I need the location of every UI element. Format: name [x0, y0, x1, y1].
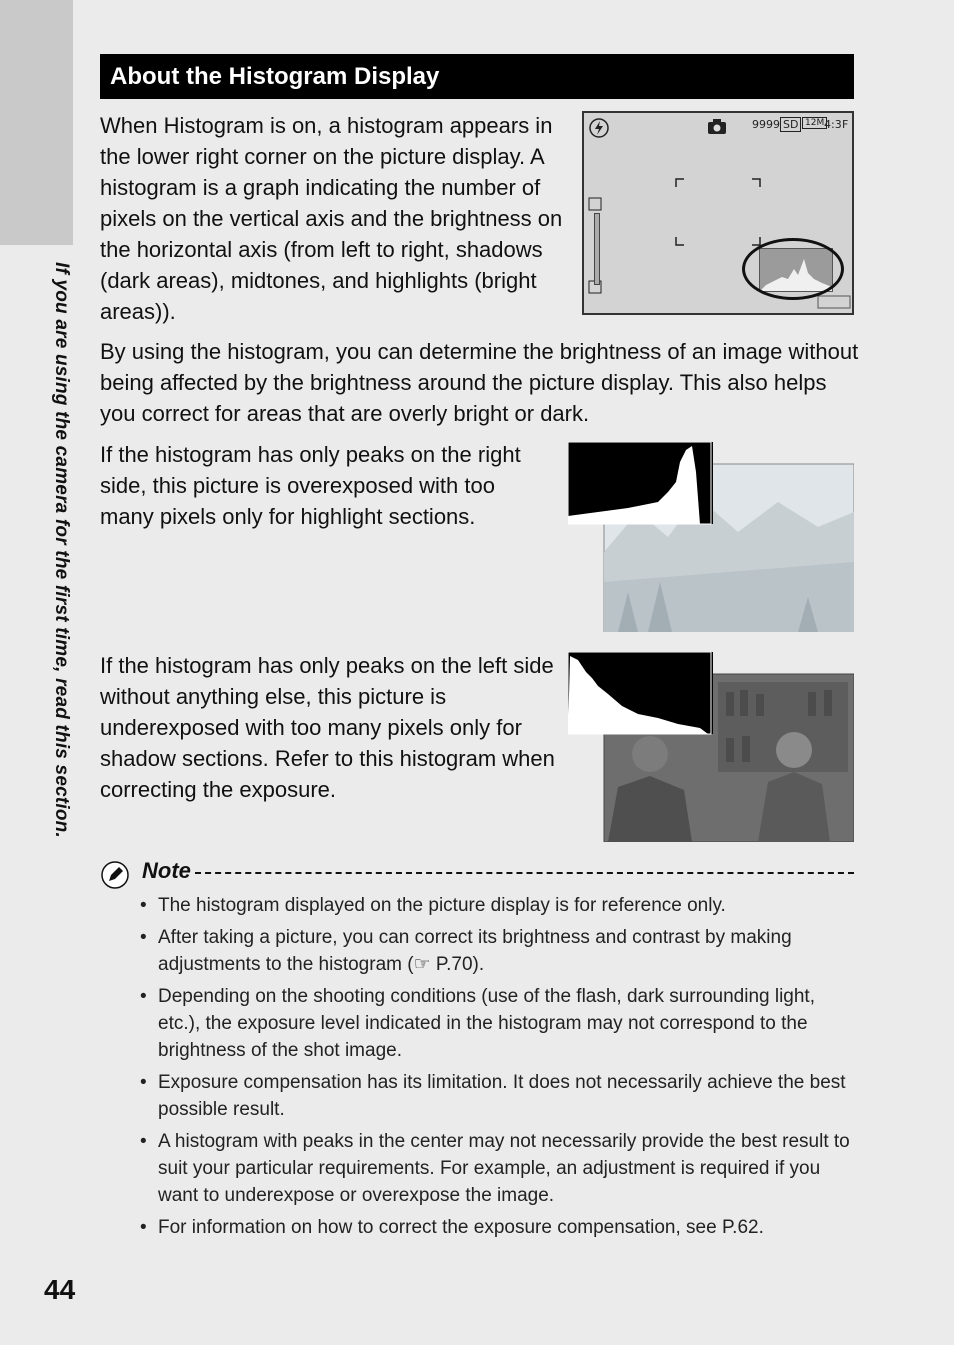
note-item: • The histogram displayed on the picture display is for reference only.	[140, 892, 858, 919]
underexposed-example	[568, 652, 854, 842]
note-item: • Depending on the shooting conditions (use of the flash, dark surrounding light, etc.), the exposure level indicated in the histogram may not correspond to the brightness of the shot image.	[140, 983, 858, 1064]
quality-label: F	[842, 118, 849, 131]
image-size-badge: 12M	[802, 117, 827, 129]
histogram-highlight-circle	[742, 238, 844, 300]
note-title: Note	[142, 858, 191, 883]
overexposed-paragraph: If the histogram has only peaks on the right side, this picture is overexposed with too many pixels only for highlight sections.	[100, 442, 521, 529]
overexposed-landscape-image	[568, 442, 854, 632]
note-item: • Exposure compensation has its limitation. It does not necessarily achieve the best possible result.	[140, 1069, 858, 1123]
underexposed-bar-scene-image	[568, 652, 854, 842]
section-side-tab	[0, 0, 73, 245]
sidebar-caption: If you are using the camera for the first time, read this section.	[51, 262, 72, 838]
section-title: About the Histogram Display	[100, 54, 854, 99]
usage-paragraph: By using the histogram, you can determine the brightness of an image without being affected by the brightness around the picture display. This also helps you correct for areas that are overly bright or dark.	[100, 339, 859, 426]
note-divider	[195, 872, 854, 874]
aspect-ratio-label: 4:3	[824, 118, 842, 131]
note-item: • After taking a picture, you can correct its brightness and contrast by making adjustments to the histogram (☞ P.70).	[140, 924, 858, 978]
note-item: • For information on how to correct the exposure compensation, see P.62.	[140, 1214, 858, 1241]
note-pencil-icon	[100, 860, 130, 890]
underexposed-paragraph: If the histogram has only peaks on the left side without anything else, this picture is underexposed with too many pixels only for shadow sections. Refer to this histogram when correcting the exposure.	[100, 653, 555, 802]
overexposed-example	[568, 442, 854, 632]
zoom-bar	[594, 213, 600, 285]
shots-remaining: 9999	[752, 118, 780, 131]
sd-card-icon: SD	[780, 117, 801, 132]
note-item: • A histogram with peaks in the center may not necessarily provide the best result to suit your particular requirements. For example, an adjustment is required if you want to underexpose or overexpose the image.	[140, 1128, 858, 1209]
intro-paragraph: When Histogram is on, a histogram appears in the lower right corner on the picture display. A histogram is a graph indicating the number of pixels on the vertical axis and the brightness on the horizontal axis (from left to right, shadows (dark areas), midtones, and highlights (bright areas)).	[100, 113, 563, 324]
camera-display-illustration	[582, 111, 854, 315]
note-list	[140, 892, 858, 1246]
page-number: 44	[44, 1274, 76, 1305]
